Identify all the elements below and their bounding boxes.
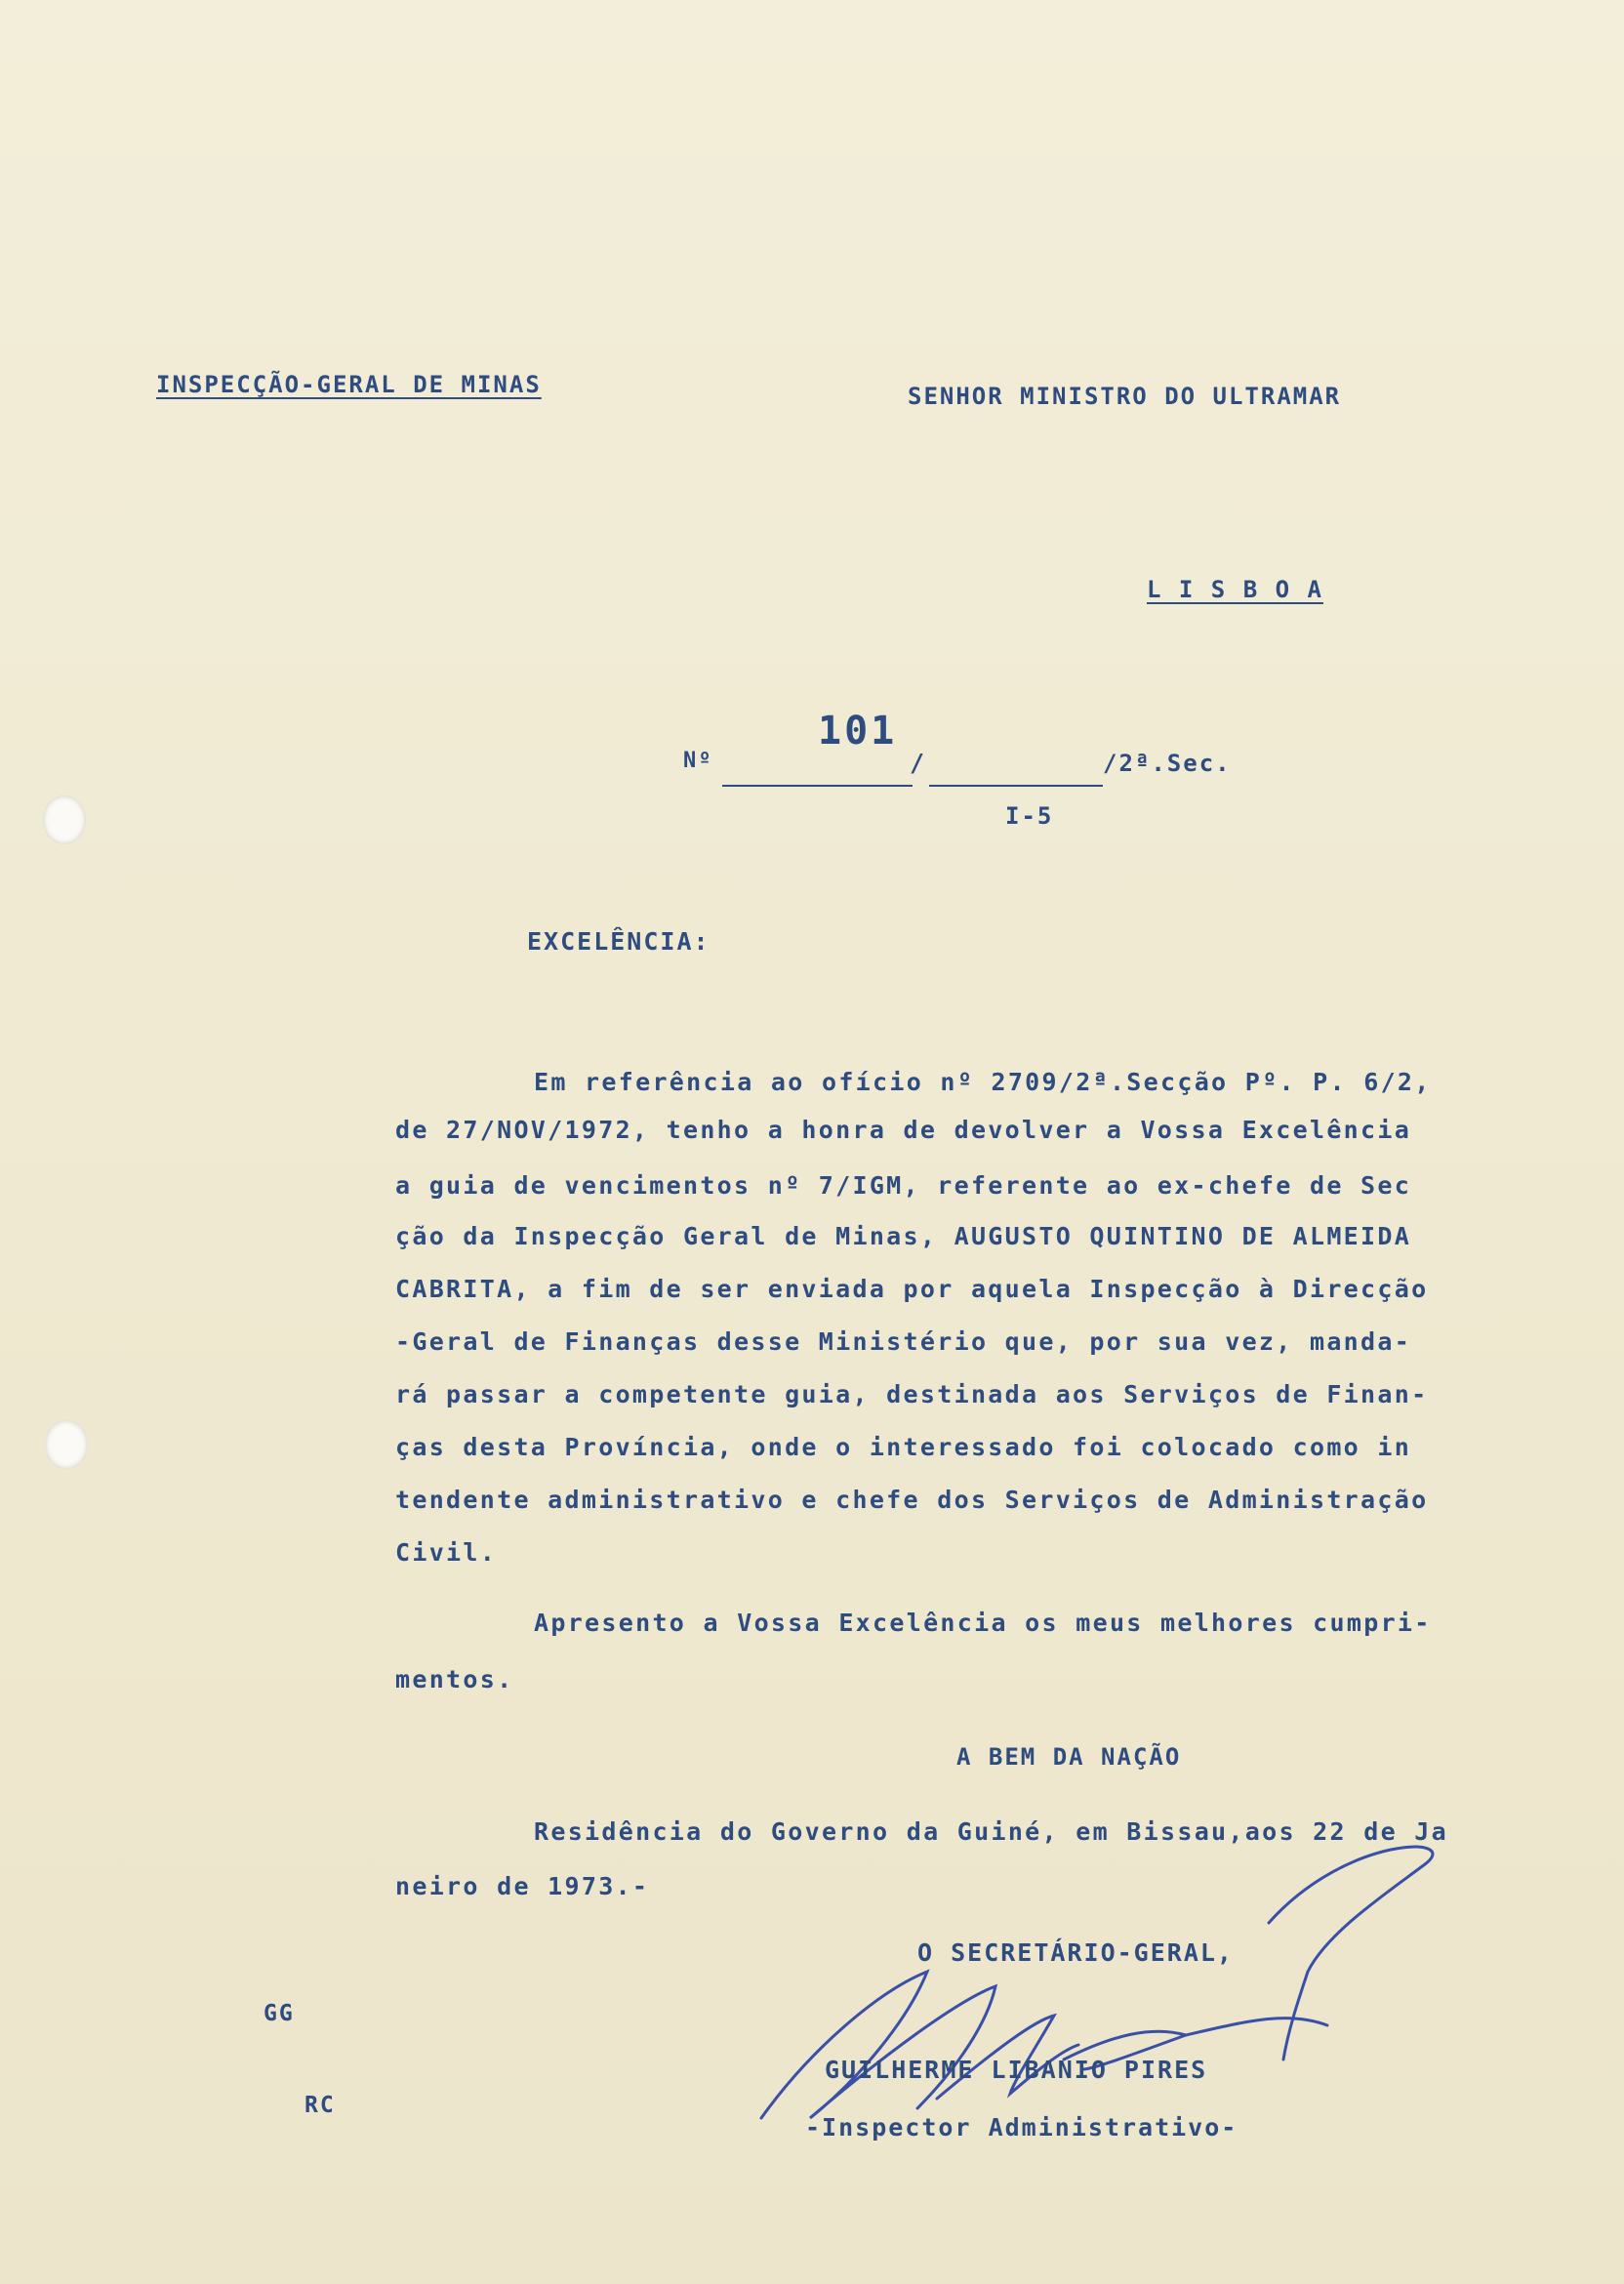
motto: A BEM DA NAÇÃO	[956, 1743, 1182, 1771]
signatory-name: GUILHERME LIBANIO PIRES	[825, 2056, 1208, 2084]
closing-line: Apresento a Vossa Excelência os meus melhores cumpri-	[534, 1609, 1432, 1637]
signatory-role: -Inspector Administrativo-	[805, 2113, 1238, 2141]
body-line: Civil.	[395, 1538, 498, 1567]
number-label: Nº	[683, 749, 713, 773]
body-line: CABRITA, a fim de ser enviada por aquela Inspecção à Direcção	[395, 1275, 1429, 1303]
section-label: /2ª.Sec.	[1103, 750, 1232, 777]
punch-hole-top	[43, 795, 86, 844]
date-line: neiro de 1973.-	[395, 1872, 650, 1900]
salutation: EXCELÊNCIA:	[527, 927, 710, 956]
body-line: rá passar a competente guia, destinada aos Serviços de Finan-	[395, 1380, 1429, 1408]
closing-line: mentos.	[395, 1665, 514, 1693]
punch-hole-bottom	[45, 1420, 88, 1469]
date-line: Residência do Governo da Guiné, em Bissau,aos 22 de Ja	[534, 1817, 1448, 1846]
sub-code: I-5	[1005, 802, 1054, 830]
handwritten-signature	[742, 1825, 1464, 2157]
signatory-title: O SECRETÁRIO-GERAL,	[917, 1938, 1234, 1967]
body-line: tendente administrativo e chefe dos Serviços de Administração	[395, 1486, 1429, 1514]
body-line: ção da Inspecção Geral de Minas, AUGUSTO QUINTINO DE ALMEIDA	[395, 1222, 1412, 1250]
body-line: de 27/NOV/1972, tenho a honra de devolver a Vossa Excelência	[395, 1116, 1412, 1144]
body-line: -Geral de Finanças desse Ministério que, por sua vez, manda-	[395, 1327, 1412, 1356]
initials-gg: GG	[264, 2001, 295, 2026]
initials-rc: RC	[304, 2093, 336, 2118]
department-heading: INSPECÇÃO-GERAL DE MINAS	[156, 371, 542, 398]
number-blank-2	[929, 785, 1103, 787]
reference-number: 101	[818, 709, 898, 754]
addressee: SENHOR MINISTRO DO ULTRAMAR	[908, 383, 1342, 410]
city: L I S B O A	[1147, 576, 1323, 603]
body-line: Em referência ao ofício nº 2709/2ª.Secção Pº. P. 6/2,	[534, 1068, 1432, 1096]
number-blank-1	[722, 785, 913, 787]
body-line: ças desta Província, onde o interessado foi colocado como in	[395, 1433, 1412, 1461]
body-line: a guia de vencimentos nº 7/IGM, referente ao ex-chefe de Sec	[395, 1171, 1412, 1200]
slash: /	[910, 749, 927, 777]
